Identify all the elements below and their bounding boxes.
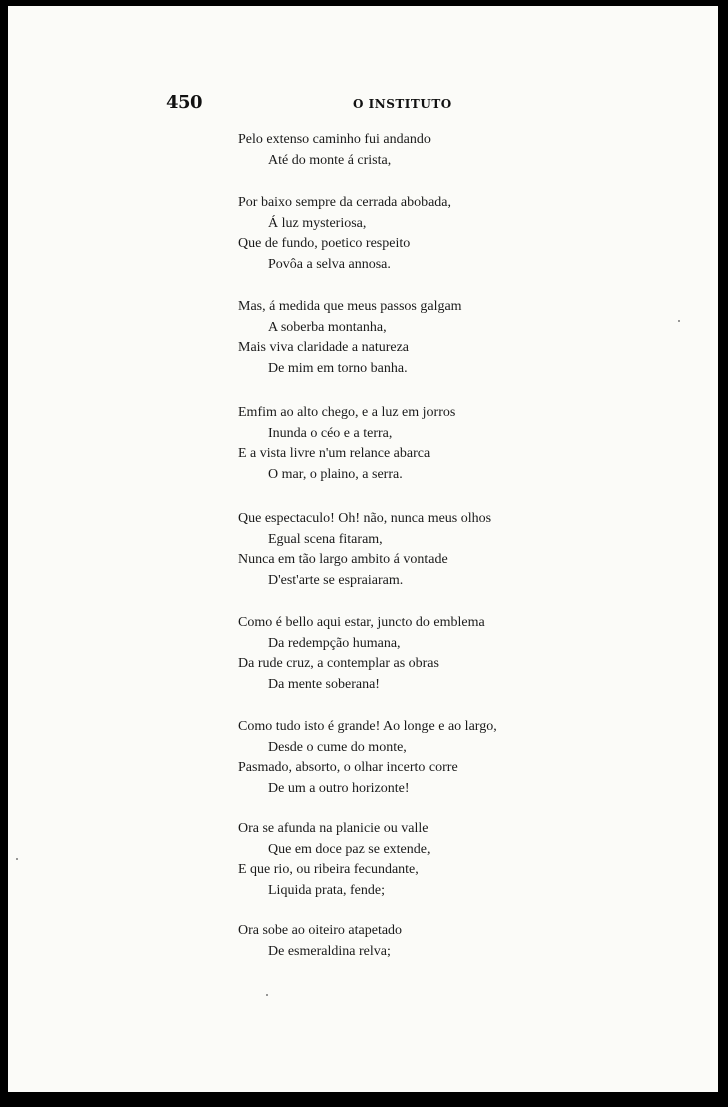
poem-line: Que espectaculo! Oh! não, nunca meus olhos	[238, 511, 492, 526]
poem-line: Pasmado, absorto, o olhar incerto corre	[238, 760, 458, 775]
running-head: O INSTITUTO	[353, 97, 452, 111]
poem-line: Á luz mysteriosa,	[268, 215, 367, 231]
stanza	[238, 921, 598, 962]
paper-speck	[266, 994, 268, 996]
poem-line: Mais viva claridade a natureza	[238, 340, 410, 355]
poem-line: De esmeraldina relva;	[268, 943, 391, 959]
stanza	[238, 193, 598, 275]
page-number: 450	[166, 92, 203, 113]
stanza	[238, 717, 598, 799]
poem-body	[238, 130, 598, 962]
poem-line: Ora sobe ao oiteiro atapetado	[238, 923, 403, 938]
poem-line: Que em doce paz se extende,	[268, 841, 431, 857]
poem-line: Nunca em tão largo ambito á vontade	[238, 552, 448, 567]
poem-line: Desde o cume do monte,	[268, 739, 407, 755]
poem-line: A soberba montanha,	[268, 319, 387, 335]
stanza	[238, 130, 598, 171]
poem-line: De um a outro horizonte!	[268, 780, 410, 796]
poem-line: Que de fundo, poetico respeito	[238, 236, 411, 251]
poem-line: Da rude cruz, a contemplar as obras	[238, 656, 439, 671]
poem-line: Por baixo sempre da cerrada abobada,	[238, 195, 452, 210]
poem-line: Como é bello aqui estar, juncto do emblema	[238, 615, 485, 630]
poem-line: Liquida prata, fende;	[268, 882, 386, 898]
stanza	[238, 509, 598, 591]
poem-line: Pelo extenso caminho fui andando	[238, 132, 431, 147]
stanza	[238, 819, 598, 901]
poem-line: O mar, o plaino, a serra.	[268, 466, 403, 482]
stanza	[238, 297, 598, 379]
book-page	[8, 6, 718, 1092]
poem-line: Povôa a selva annosa.	[268, 256, 391, 272]
poem-line: Como tudo isto é grande! Ao longe e ao largo,	[238, 719, 497, 734]
poem-line: E que rio, ou ribeira fecundante,	[238, 862, 419, 877]
poem-line: Ora se afunda na planicie ou valle	[238, 821, 429, 836]
poem-line: Da redempção humana,	[268, 635, 401, 651]
paper-speck	[678, 320, 680, 322]
poem-line: Egual scena fitaram,	[268, 531, 383, 547]
poem-line: Mas, á medida que meus passos galgam	[238, 299, 462, 314]
poem-line: Até do monte á crista,	[268, 152, 392, 168]
poem-line: Inunda o céo e a terra,	[268, 425, 393, 441]
stanza	[238, 403, 598, 485]
stanza	[238, 613, 598, 695]
paper-speck	[16, 858, 18, 860]
poem-line: E a vista livre n'um relance abarca	[238, 446, 431, 461]
poem-line: D'est'arte se espraiaram.	[268, 572, 404, 588]
poem-line: Emfim ao alto chego, e a luz em jorros	[238, 405, 456, 420]
poem-line: Da mente soberana!	[268, 676, 380, 692]
poem-line: De mim em torno banha.	[268, 360, 408, 376]
